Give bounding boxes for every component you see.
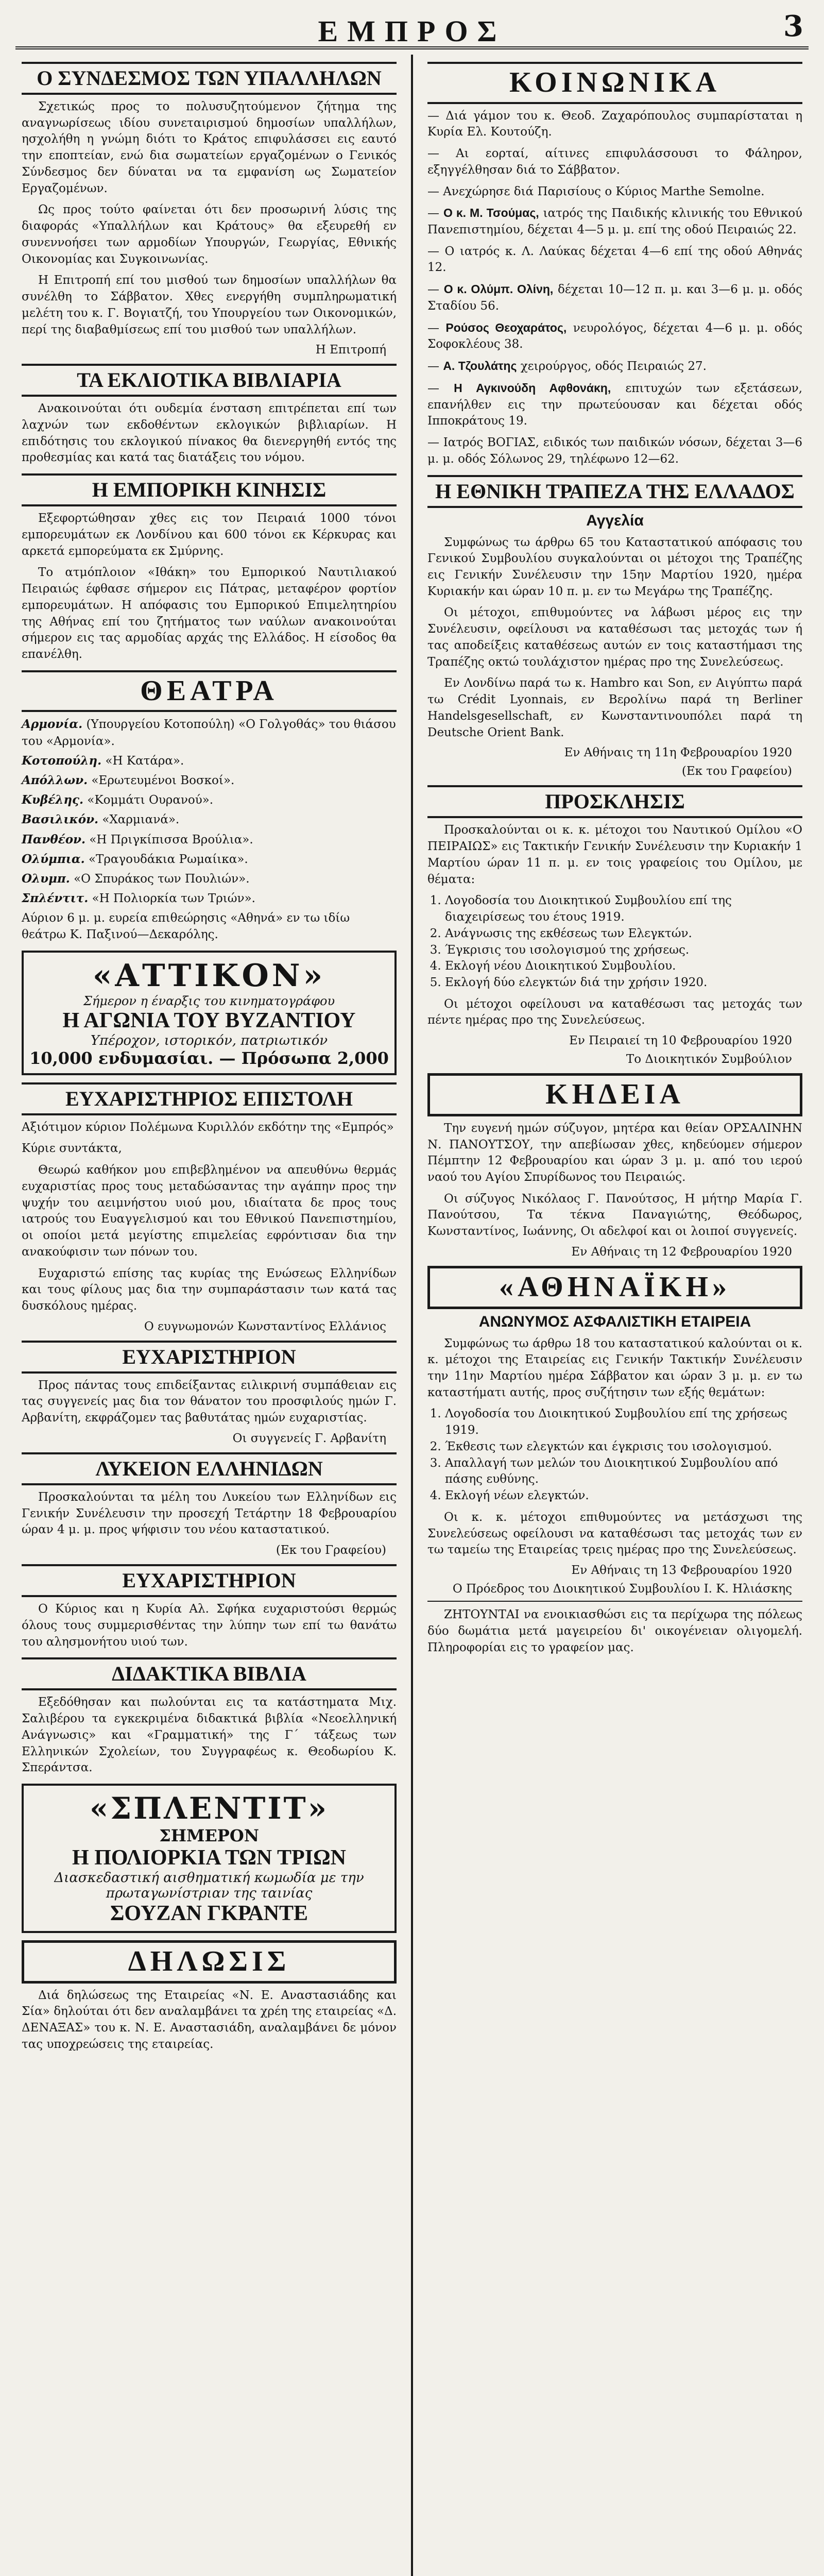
person-name: Ο κ. Μ. Τσούμας,	[443, 206, 539, 220]
article-paragraph: ΖΗΤΟΥΝΤΑΙ να ενοικιασθώσι εις τα περίχωρα της πόλεως δύο δωμάτια μετά μαγειρείου δι' οικογένειαν ολιγομελή. Πληροφορίαι εις το γραφείον μας.	[427, 1608, 803, 1654]
notice-signature: Οι συγγενείς Γ. Αρβανίτη	[232, 1431, 387, 1445]
article-paragraph: Συμφώνως τω άρθρω 18 του καταστατικού καλούνται οι κ. κ. μέτοχοι της Εταιρείας εις Γενικήν Τακτικήν Συνέλευσιν την 11ην Μαρτίου ημέρα Σάββατον και ώραν 3 μ. μ. εν τω καταστήματι αυτής, προς συζήτησιν των εξής θεμάτων:	[427, 1336, 803, 1399]
social-item: — Α. Τζουλάτης χειρούργος, οδός Πειραιώς 27.	[427, 359, 707, 374]
social-item: — Ιατρός ΒΟΓΙΑΣ, ειδικός των παιδικών νόσων, δέχεται 3—6 μ. μ. οδός Σόλωνος 29, τηλέφωνο 12—62.	[427, 436, 803, 466]
theatre-name: Σπλέντιτ.	[22, 891, 89, 906]
agenda-item: 1. Λογοδοσία του Διοικητικού Συμβουλίου επί της χρήσεως 1919.	[445, 1406, 802, 1438]
ad-attikon-cinema	[22, 951, 397, 1075]
article-paragraph: Ευχαριστώ επίσης τας κυρίας της Ενώσεως Ελληνίδων και τους φίλους μας δια την συμπαράστασιν των κατά τας δυσκόλους ημέρας.	[22, 1266, 397, 1313]
notice-date: Εν Αθήναις τη 13 Φεβρουαρίου 1920	[571, 1564, 793, 1578]
agenda-list	[427, 1406, 802, 1504]
article-paragraph: Εξεδόθησαν και πωλούνται εις τα κατάστηματα Μιχ. Σαλιβέρου τα εγκεκριμένα διδακτικά βιβλία «Νεοελληνική Ανάγνωσις» και «Γραμματική» της Γ΄ τάξεως των Ελληνικών Σχολείων, του Συγγραφέως κ. Θεοδωρίου Κ. Σπεράντσα.	[22, 1696, 397, 1775]
article-headline: ΕΥΧΑΡΙΣΤΗΡΙΟΣ ΕΠΙΣΤΟΛΗ	[22, 1082, 397, 1115]
right-column	[421, 49, 809, 2576]
social-item: — Ο κ. Ολύμπ. Ολίνη, δέχεται 10—12 π. μ. και 3—6 μ. μ. οδός Σταδίου 56.	[427, 282, 803, 313]
theatre-headline: ΘΕΑΤΡΑ	[22, 670, 397, 713]
page-number: 3	[783, 9, 803, 43]
article-headline: ΔΗΛΩΣΙΣ	[22, 1940, 397, 1984]
article-paragraph: Προσκαλούνται οι κ. κ. μέτοχοι του Ναυτικού Ομίλου «Ο ΠΕΙΡΑΙΩΣ» εις Τακτικήν Γενικήν Συνέλευσιν την Κυριακήν 1 Μαρτίου ώραν 11 π. μ. εν τοις γραφείοις του Ομίλου, με θέματα:	[427, 823, 803, 886]
letter-signature: Ο ευγνωμονών Κωνσταντίνος Ελλάνιος	[144, 1319, 387, 1333]
article-paragraph: Οι μέτοχοι οφείλουσι να καταθέσωσι τας μετοχάς των πέντε ημέρας προ της Συνελεύσεως.	[427, 997, 803, 1027]
lyceum-notice	[22, 1452, 397, 1557]
theatre-name: Κυβέλης.	[22, 793, 84, 807]
declaration-notice	[22, 1940, 397, 2053]
newspaper-title: ΕΜΠΡΟΣ	[318, 14, 506, 48]
company-headline: «ΑΘΗΝΑΪΚΗ»	[427, 1266, 802, 1309]
theatre-play: «Τραγουδάκια Ρωμαίικα».	[88, 852, 248, 866]
cinema-name: «ΑΤΤΙΚΟΝ»	[92, 957, 326, 994]
article-paragraph: Ο Κύριος και η Κυρία Αλ. Σφήκα ευχαριστούσι θερμώς όλους τους συμμερισθέντας την λύπην των επί τω θανάτω του αλησμονήτου υιού των.	[22, 1602, 397, 1649]
notice-signature: (Εκ του Γραφείου)	[681, 765, 793, 778]
section-divider	[427, 1601, 802, 1602]
agenda-item: 1. Λογοδοσία του Διοικητικού Συμβουλίου επί της διαχειρίσεως του έτους 1919.	[445, 893, 802, 925]
social-text: νευρολόγος, δέχεται 4—6 μ. μ. οδός Σοφοκλέους 38.	[427, 321, 803, 351]
theatre-name: Πανθέον.	[22, 832, 86, 846]
theatre-play: «Χαρμιανά».	[102, 813, 180, 827]
letter-address: Αξιότιμον κύριον Πολέμωνα Κυριλλόν εκδότην της «Εμπρός»	[22, 1120, 394, 1134]
theatre-listings	[22, 670, 397, 943]
social-item: — Ο κ. Μ. Τσούμας, ιατρός της Παιδικής κλινικής του Εθνικού Πανεπιστημίου, δέχεται 4—5 μ. μ. επί της οδού Πειραιώς 22.	[427, 206, 803, 236]
masthead	[15, 10, 809, 49]
theatre-listing	[22, 811, 397, 828]
agenda-item: 4. Εκλογή νέων ελεγκτών.	[445, 1488, 802, 1504]
agenda-item: 3. Έγκρισις του ισολογισμού της χρήσεως.	[445, 942, 802, 959]
notice-signature: Το Διοικητικόν Συμβούλιον	[626, 1053, 793, 1066]
theatre-name: Κοτοπούλη.	[22, 753, 102, 768]
film-description: Υπέροχον, ιστορικόν, πατριωτικόν	[90, 1032, 328, 1048]
article-paragraph: Οι μέτοχοι, επιθυμούντες να λάβωσι μέρος εις την Συνέλευσιν, οφείλουσι να καταθέσωσι τας μετοχάς των ή τας αποδείξεις καταθέσεως αυτών εν τοις καταστήμασι της Τραπέζης οκτώ τουλάχιστον ημέρας προ της Συνελεύσεως.	[427, 606, 803, 669]
social-item: — Ρούσος Θεοχαράτος, νευρολόγος, δέχεται 4—6 μ. μ. οδός Σοφοκλέους 38.	[427, 320, 803, 351]
article-headline: ΔΙΔΑΚΤΙΚΑ ΒΙΒΛΙΑ	[22, 1657, 397, 1690]
theatre-play: «Ο Σπυράκος των Πουλιών».	[74, 872, 250, 886]
article-headline: ΠΡΟΣΚΛΗΣΙΣ	[427, 785, 802, 818]
social-text: δέχεται 10—12 π. μ. και 3—6 μ. μ. οδός Σταδίου 56.	[427, 283, 803, 313]
theatre-listing	[22, 716, 397, 749]
person-name: Α. Τζουλάτης	[443, 359, 517, 373]
agenda-item: 2. Έκθεσις των ελεγκτών και έγκρισις του ισολογισμού.	[445, 1439, 802, 1455]
theatre-listing	[22, 792, 397, 808]
film-star: ΣΟΥΖΑΝ ΓΚΡΑΝΤΕ	[110, 1902, 308, 1926]
article-paragraph: Συμφώνως τω άρθρω 65 του Καταστατικού απόφασις του Γενικού Συμβουλίου συγκαλούνται οι μέτοχοι της Τραπέζης εις Γενικήν Συνέλευσιν την 15ην Μαρτίου 1920, ημέρα Κυριακήν και ώραν 10 π. μ. εν τω Μεγάρω της Τραπέζης.	[427, 535, 803, 598]
social-text: επιτυχών των εξετάσεων, επανήλθεν εις την πρωτεύουσαν και δέχεται οδός Ιπποκράτους 19.	[427, 381, 803, 428]
theatre-play: (Υπουργείου Κοτοπούλη) «Ο Γολγοθάς» του θιάσου του «Αρμονία».	[22, 718, 396, 748]
left-column	[15, 49, 403, 2576]
article-headline: Η ΕΜΠΟΡΙΚΗ ΚΙΝΗΣΙΣ	[22, 473, 397, 506]
notice-date: Εν Αθήναις τη 12 Φεβρουαρίου 1920	[571, 1245, 793, 1259]
funeral-headline: ΚΗΔΕΙΑ	[427, 1073, 802, 1116]
theatre-name: Αρμονία.	[22, 717, 83, 732]
film-stats: 10,000 ενδυμασίαι. — Πρόσωπα 2,000	[29, 1048, 389, 1068]
theatre-play: «Η Κατάρα».	[105, 754, 184, 768]
company-subtitle: ΑΝΩΝΥΜΟΣ ΑΣΦΑΛΙΣΤΙΚΗ ΕΤΑΙΡΕΙΑ	[478, 1313, 751, 1330]
social-item: — Ανεχώρησε διά Παρισίους ο Κύριος Marthe Semolne.	[427, 184, 765, 198]
columns	[15, 49, 809, 2576]
theatre-play: «Η Πολιορκία των Τριών».	[92, 892, 255, 906]
article-paragraph: Οι σύζυγος Νικόλαος Γ. Πανούτσος, Η μήτηρ Μαρία Γ. Πανούτσου, Τα τέκνα Παναγιώτης, Θεόδωρος, Κωνσταντίνος, Ιωάννης, Οι αδελφοί και οι λοιποί συγγενείς.	[427, 1192, 803, 1239]
theatre-play: «Ερωτευμένοι Βοσκοί».	[91, 773, 235, 787]
venue-name: «ΣΠΛΕΝΤΙΤ»	[90, 1791, 329, 1826]
theatre-name: Βασιλικόν.	[22, 812, 99, 827]
theatre-listing	[22, 851, 397, 868]
article-headline: ΤΑ ΕΚΛΙΟΤΙΚΑ ΒΙΒΛΙΑΡΙΑ	[22, 364, 397, 397]
article-paragraph: Ως προς τούτο φαίνεται ότι δεν προσωρινή λύσις της διαφοράς «Υπαλλήλων και Κράτους» θα εξευρεθή εν συνεννοήσει των αρμοδίων Υπουργών, Γεωργίας, Εθνικής Οικονομίας και Συγκοινωνίας.	[22, 203, 397, 266]
theatre-listing	[22, 772, 397, 789]
agenda-item: 4. Εκλογή νέου Διοικητικού Συμβουλίου.	[445, 958, 802, 975]
social-text: ιατρός της Παιδικής κλινικής του Εθνικού Πανεπιστημίου, δέχεται 4—5 μ. μ. επί της οδού Πειραιώς 22.	[427, 207, 803, 236]
insurance-company-notice	[427, 1266, 802, 1596]
notice-signature: Ο Πρόεδρος του Διοικητικού Συμβουλίου Ι. Κ. Ηλιάσκης	[452, 1582, 793, 1596]
person-name: Ο κ. Ολύμπ. Ολίνη,	[443, 282, 554, 296]
article-paragraph: Σχετικώς προς το πολυσυζητούμενον ζήτημα της αναγνωρίσεως ιδίου συνεταιρισμού δημοσίων υπαλλήλων, ησχολήθη η γνώμη διότι το Κράτος επιφυλάσσει εις εαυτό την εποπτείαν, ενώ δια σωματείων εργαζομένων ο Γενικός Σύνδεσμος δεν δύναται να τα εμφανίση ως Σωματείον Εργαζομένων.	[22, 100, 397, 195]
article-headline: Η ΕΘΝΙΚΗ ΤΡΑΠΕΖΑ ΤΗΣ ΕΛΛΑΔΟΣ	[427, 475, 802, 508]
article-paragraph: Εν Λονδίνω παρά τω κ. Hambro και Son, εν Αιγύπτω παρά τω Crédit Lyonnais, εν Βερολίνω παρά τη Berliner Handelsgesellschaft, εν Κωνσταντινουπόλει παρά τη Deutsche Orient Bank.	[427, 676, 803, 739]
article-paragraph: Προς πάντας τους επιδείξαντας ειλικρινή συμπάθειαν εις τας συγγενείς μας δια τον θάνατον του προσφιλούς ημών Γ. Αρβανίτη, εκφράζομεν τας βαθυτάτας ημών ευχαριστίας.	[22, 1378, 397, 1425]
column-divider	[411, 55, 413, 2576]
article-paragraph: Προσκαλούνται τα μέλη του Λυκείου των Ελληνίδων εις Γενικήν Συνέλευσιν την προσεχή Τετάρτην 18 Φεβρουαρίου ώραν 4 μ. μ. προς ψήφισιν του νέου καταστατικού.	[22, 1490, 397, 1537]
article-electoral-books	[22, 364, 397, 466]
article-paragraph: Οι κ. κ. μέτοχοι επιθυμούντες να μετάσχωσι της Συνελεύσεως οφείλουσι να καταθέσωσι τας μετοχάς των εν τω ταμείω της Εταιρείας τρεις ημέρας προ της Συνελεύσεως.	[427, 1510, 803, 1557]
article-headline: Ο ΣΥΝΔΕΣΜΟΣ ΤΩΝ ΥΠΑΛΛΗΛΩΝ	[22, 62, 397, 95]
thank-you-letter	[22, 1082, 397, 1333]
agenda-item: 2. Ανάγνωσις της εκθέσεως των Ελεγκτών.	[445, 926, 802, 942]
theatre-play: «Κομμάτι Ουρανού».	[87, 793, 214, 807]
wanted-notice	[427, 1607, 802, 1656]
theatre-note: Αύριον 6 μ. μ. ευρεία επιθεώρησις «Αθηνά» εν τω ιδίω θεάτρω Κ. Παξινού—Δεκαρόλης.	[22, 911, 350, 942]
funeral-notice	[427, 1073, 802, 1259]
thank-you-notice-sfika	[22, 1564, 397, 1650]
bank-notice	[427, 475, 802, 778]
film-description: Διασκεδαστική αισθηματική κωμωδία με την πρωταγωνίστριαν της ταινίας	[54, 1870, 364, 1902]
article-commerce	[22, 473, 397, 663]
article-paragraph: Εξεφορτώθησαν χθες εις τον Πειραιά 1000 τόνοι εμπορευμάτων εκ Λονδίνου και 600 τόνοι εκ Κέρκυρας και αρκετά εμπορεύματα εκ Σμύρνης.	[22, 512, 397, 558]
agenda-item: 5. Εκλογή δύο ελεγκτών διά την χρήσιν 1920.	[445, 975, 802, 991]
social-item: — Η Αγκινούδη Αφθονάκη, επιτυχών των εξετάσεων, επανήλθεν εις την πρωτεύουσαν και δέχεται οδός Ιπποκράτους 19.	[427, 381, 803, 428]
theatre-name: Ολυμπ.	[22, 871, 70, 886]
theatre-play: «Η Πριγκίπισσα Βρούλια».	[89, 833, 253, 846]
social-item: — Διά γάμον του κ. Θεοδ. Ζαχαρόπουλος συμπαρίσταται η Κυρία Ελ. Κουτούζη.	[427, 109, 803, 139]
social-text: χειρούργος, οδός Πειραιώς 27.	[520, 360, 707, 374]
theatre-listing	[22, 890, 397, 907]
theatre-listing	[22, 753, 397, 769]
article-signature: Η Επιτροπή	[315, 343, 387, 357]
film-title: Η ΠΟΛΙΟΡΚΙΑ ΤΩΝ ΤΡΙΩΝ	[72, 1846, 346, 1870]
article-employees-union	[22, 62, 397, 357]
article-headline: ΕΥΧΑΡΙΣΤΗΡΙΟΝ	[22, 1341, 397, 1374]
social-item: — Ο ιατρός κ. Λ. Λαύκας δέχεται 4—6 επί της οδού Αθηνάς 12.	[427, 244, 803, 275]
person-name: Ρούσος Θεοχαράτος,	[445, 320, 567, 334]
article-headline: ΛΥΚΕΙΟΝ ΕΛΛΗΝΙΔΩΝ	[22, 1452, 397, 1485]
thank-you-notice-arvanitis	[22, 1341, 397, 1445]
agenda-list	[427, 893, 802, 991]
article-paragraph: Θεωρώ καθήκον μου επιβεβλημένον να απευθύνω θερμάς ευχαριστίας προς τους μεταδώσαντας την αγάπην προς την ψυχήν του αειμνήστου υιού μου, ιδιαίτατα δε προς τους ιατρούς του Ευαγγελισμού και του Εθνικού Πανεπιστημίου, οι οποίοι μετά μεγίστης επιμελείας εφρόντισαν δια την ανακούφισιν των πόνων του.	[22, 1163, 397, 1259]
notice-subtitle: Αγγελία	[586, 512, 644, 529]
invitation-notice	[427, 785, 802, 1066]
theatre-name: Ολύμπια.	[22, 852, 85, 866]
notice-date: Εν Αθήναις τη 11η Φεβρουαρίου 1920	[564, 746, 793, 760]
theatre-listing	[22, 832, 397, 848]
article-paragraph: Ανακοινούται ότι ουδεμία ένσταση επιτρέπεται επί των λαχνών των εκδοθέντων εκλογικών βιβλιαρίων. Η επιδότησις του εκλογικού πίνακος θα διενεργηθή εντός της προθεσμίας και κατά τας διατάξεις του νόμου.	[22, 402, 397, 465]
article-paragraph: Διά δηλώσεως της Εταιρείας «Ν. Ε. Αναστασιάδης και Σία» δηλούται ότι δεν αναλαμβάνει τα χρέη της εταιρείας «Δ. ΔΕΝΑΞΑΣ» του κ. Ν. Ε. Αναστασιάδη, αναλαμβάνει δε μόνον τας υποχρεώσεις της εταιρείας.	[22, 1988, 397, 2051]
article-headline: ΕΥΧΑΡΙΣΤΗΡΙΟΝ	[22, 1564, 397, 1597]
ad-splendid-theatre	[22, 1784, 397, 1933]
notice-signature: (Εκ του Γραφείου)	[276, 1544, 387, 1557]
letter-greeting: Κύριε συντάκτα,	[22, 1142, 122, 1156]
notice-date: Εν Πειραιεί τη 10 Φεβρουαρίου 1920	[569, 1034, 793, 1048]
person-name: Η Αγκινούδη Αφθονάκη,	[454, 381, 611, 395]
showing-today: ΣΗΜΕΡΟΝ	[159, 1826, 259, 1846]
theatre-listing	[22, 871, 397, 887]
article-paragraph: Η Επιτροπή επί του μισθού των δημοσίων υπαλλήλων θα συνέλθη το Σάββατον. Χθες ενεργήθη συμπληρωματική μελέτη του κ. Γ. Βογιατζή, του Υπουργείου των Οικονομικών, περί της διαβαθμίσεως επί του μισθού των υπαλλήλων.	[22, 274, 397, 336]
cinema-announcement: Σήμερον η έναρξις του κινηματογράφου	[83, 993, 335, 1008]
social-headline: ΚΟΙΝΩΝΙΚΑ	[427, 62, 802, 104]
social-section	[427, 62, 802, 468]
article-paragraph: Το ατμόπλοιον «Ιθάκη» του Εμπορικού Ναυτιλιακού Πειραιώς έφθασε σήμερον εις Πάτρας, μεταφέρον φορτίον εμπορευμάτων. Η απόφασις του Εμπορικού Επιμελητηρίου της Αθήνας επί του ζητήματος των ναύλων ανακοινούται σήμερον εις τας αρμοδίας αρχάς της Ελλάδος. Η είσοδος θα επανέλθη.	[22, 566, 397, 662]
film-title: Η ΑΓΩΝΙΑ ΤΟΥ ΒΥΖΑΝΤΙΟΥ	[62, 1008, 356, 1032]
article-paragraph: Την ευγενή ημών σύζυγον, μητέρα και θείαν ΟΡΣΑΛΙΝΗΝ Ν. ΠΑΝΟΥΤΣΟΥ, την απεβίωσαν χθες, κηδεύομεν σήμερον Πέμπτην 12 Φεβρουαρίου και ώραν 3 μ. μ. από του ιερού ναού του Αγίου Σπυρίδωνος του Πειραιώς.	[427, 1121, 803, 1184]
article-school-books	[22, 1657, 397, 1776]
social-item: — Αι εορταί, αίτινες επιφυλάσσουσι το Φάληρον, εξηγγέλθησαν διά το Σάββατον.	[427, 147, 803, 177]
agenda-item: 3. Απαλλαγή των μελών του Διοικητικού Συμβουλίου από πάσης ευθύνης.	[445, 1455, 802, 1488]
theatre-name: Απόλλων.	[22, 773, 88, 787]
